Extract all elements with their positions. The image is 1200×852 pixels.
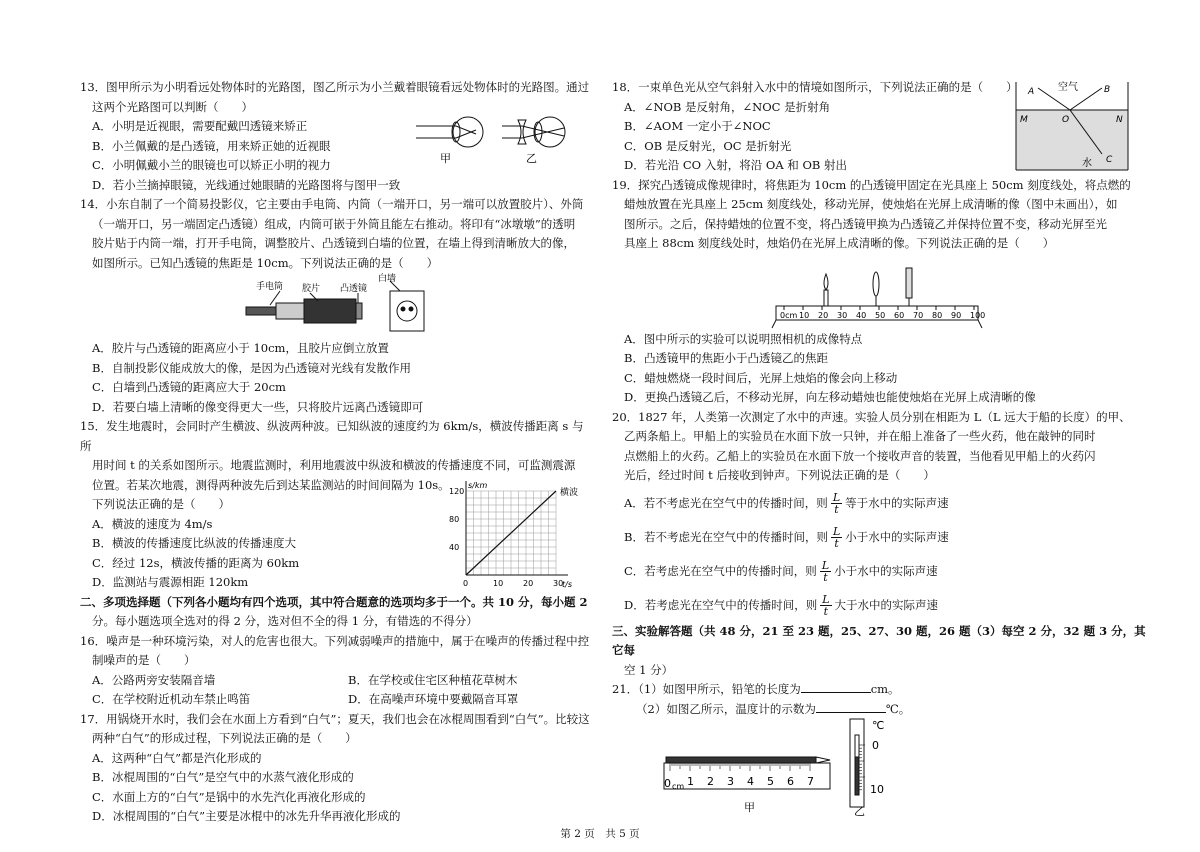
question-15 <box>80 417 592 593</box>
q13-fig-label-a: 甲 <box>440 152 451 165</box>
question-17 <box>80 710 592 827</box>
q20-option-d-post: 大于水中的实际声速 <box>834 597 939 612</box>
chart-y-tick-label: 120 <box>449 487 465 496</box>
question-13 <box>80 78 592 195</box>
q20-option-b <box>612 520 1150 554</box>
chart-y-axis-label: s/km <box>468 481 488 490</box>
ruler-number: 4 <box>747 775 754 788</box>
q13-option-b: B．小兰佩戴的是凸透镜，用来矫正她的近视眼 <box>92 138 331 153</box>
q21-part1-text: 21．（1）如图甲所示，铅笔的长度为 <box>612 682 801 696</box>
q15-wave-chart <box>442 479 590 595</box>
question-14 <box>80 195 592 417</box>
q21-thermo-unit: ℃ <box>872 719 885 732</box>
chart-x-tick-label: 0 <box>463 579 469 588</box>
q13-eye-diagram <box>414 108 590 164</box>
q15-stem-line4: 下列说法正确的是（ ） <box>92 497 230 511</box>
chart-x-axis-label: t/s <box>562 580 572 589</box>
q20-option-b-post: 小于水中的实际声速 <box>845 529 949 544</box>
q13-option-c: C．小明佩戴小兰的眼镜也可以矫正小明的视力 <box>92 158 331 172</box>
question-18 <box>612 78 1150 176</box>
question-19 <box>612 176 1150 408</box>
q19-stem-line4: 具座上 88cm 刻度线处时，烛焰仍在光屏上成清晰的像。下列说法正确的是（ ） <box>624 236 1055 250</box>
q20-option-a <box>612 486 1150 520</box>
section-3-header-line2: 空 1 分） <box>624 662 674 677</box>
q18-label-c: C <box>1106 155 1113 165</box>
q14-option-d: D．若要白墙上清晰的像变得更大一些，只将胶片远离凸透镜即可 <box>92 399 424 414</box>
q21-part2 <box>612 700 1150 720</box>
q18-option-d: D．若光沿 CO 入射，将沿 OA 和 OB 射出 <box>624 158 847 172</box>
fraction-l-over-t <box>831 492 842 515</box>
section-2-header-line1: 二、多项选择题（下列各小题均有四个选项，其中符合题意的选项均多于一个。共 10 分，每小题 2 <box>80 594 588 609</box>
fraction-denominator: t <box>823 605 829 618</box>
ruler-number: 2 <box>707 775 714 788</box>
fraction-denominator: t <box>823 571 828 584</box>
q19-optical-bench <box>772 254 986 330</box>
q20-option-d <box>612 588 1150 622</box>
question-20 <box>612 408 1150 622</box>
q16-option-d: D．在高噪声环境中要戴隔音耳罩 <box>348 692 519 706</box>
chart-series-label: 横波 <box>560 488 579 498</box>
q20-option-c-post: 小于水中的实际声速 <box>834 563 938 578</box>
q15-stem-line1: 15．发生地震时，会同时产生横波、纵波两种波。已知纵波的速度约为 6km/s，横波传播距离 s 与所 <box>80 419 584 453</box>
q15-option-a: A．横波的速度为 4m/s <box>92 516 213 531</box>
q20-option-a-post: 等于水中的实际声速 <box>845 495 949 510</box>
q18-stem: 18．一束单色光从空气斜射入水中的情境如图所示，下列说法正确的是（ ） <box>612 80 1018 94</box>
q18-label-water: 水 <box>1082 158 1092 169</box>
section-2-header-line2: 分。每小题选项全选对的得 2 分，选对但不全的得 1 分，有错选的不得分） <box>92 614 478 628</box>
q16-stem-line2: 制噪声的是（ ） <box>92 653 196 667</box>
fraction-numerator: L <box>822 593 830 606</box>
q21-blank-1[interactable] <box>801 692 871 693</box>
q19-option-a: A．图中所示的实验可以说明照相机的成像特点 <box>624 331 863 346</box>
q14-label-lens: 凸透镜 <box>340 284 368 294</box>
ruler-number: 6 <box>787 775 794 788</box>
q13-fig-label-b: 乙 <box>526 152 537 165</box>
q15-option-b: B．横波的传播速度比纵波的传播速度大 <box>92 536 296 550</box>
q17-option-b: B．冰棍周围的“白气”是空气中的水蒸气液化形成的 <box>92 770 354 784</box>
q16-stem-line1: 16．噪声是一种环境污染，对人的危害也很大。下列减弱噪声的措施中，属于在噪声的传播过程中控 <box>80 633 590 648</box>
bench-scale-label: 0cm <box>780 310 798 320</box>
q18-option-c: C．OB 是反射光，OC 是折射光 <box>624 138 792 153</box>
q14-option-c: C．白墙到凸透镜的距离应大于 20cm <box>92 380 286 394</box>
q18-label-b: B <box>1104 85 1111 95</box>
bench-scale-label: 10 <box>799 310 810 320</box>
q21-thermo-label-10: 10 <box>870 783 884 796</box>
q21-part1-unit: cm。 <box>870 682 900 696</box>
q14-stem-line3: 胶片贴于内筒一端，打开手电筒，调整胶片、凸透镜到白墙的位置，在墙上得到清晰放大的像， <box>92 236 575 250</box>
q15-option-c: C．经过 12s，横波传播的距离为 60km <box>92 555 300 570</box>
left-column <box>80 78 592 827</box>
q17-option-c: C．水面上方的“白气”是锅中的水先汽化再液化形成的 <box>92 789 366 804</box>
q20-option-c <box>612 554 1150 588</box>
q13-option-a: A．小明是近视眼，需要配戴凹透镜来矫正 <box>92 119 308 133</box>
q18-label-m: M <box>1020 115 1028 125</box>
q15-option-d: D．监测站与震源相距 120km <box>92 575 249 589</box>
fraction-l-over-t <box>820 594 831 617</box>
q14-label-film: 胶片 <box>302 284 321 294</box>
q20-option-a-pre: A．若不考虑光在空气中的传播时间，则 <box>624 495 828 510</box>
q17-stem-line1: 17．用锅烧开水时，我们会在水面上方看到“白气”；夏天，我们也会在冰棍周围看到“白气”。比较这 <box>80 711 590 726</box>
ruler-number: 1 <box>687 775 694 788</box>
chart-x-tick-label: 30 <box>553 579 564 588</box>
q18-label-air: 空气 <box>1058 82 1078 93</box>
question-21 <box>612 680 1150 818</box>
fraction-numerator: L <box>832 525 841 538</box>
q20-stem-line3: 点燃船上的火药。乙船上的实验员在水面下放一个接收声音的装置，当他看见甲船上的火药闪 <box>624 448 1096 463</box>
q21-ruler-unit: cm <box>672 782 685 791</box>
q21-fig-label-a: 甲 <box>744 801 755 814</box>
q21-ruler-zero: 0 <box>664 777 671 790</box>
q16-option-a: A．公路两旁安装隔音墙 <box>92 672 216 687</box>
fraction-numerator: L <box>821 559 830 572</box>
q19-option-b: B．凸透镜甲的焦距小于凸透镜乙的焦距 <box>624 351 828 365</box>
question-16 <box>80 632 592 710</box>
bench-scale-label: 90 <box>951 310 962 320</box>
q13-stem-line2: 这两个光路图可以判断（ ） <box>92 99 253 114</box>
q20-stem-line4: 光后，经过时间 t 后接收到钟声。下列说法正确的是（ ） <box>624 468 935 482</box>
page-footer: 第 2 页 共 5 页 <box>560 828 640 840</box>
q14-stem-line2: （一端开口，另一端固定凸透镜）组成，内筒可嵌于外筒且能左右推动。将印有“冰墩墩”的透明 <box>92 216 576 231</box>
q13-stem-line1: 13．图甲所示为小明看远处物体时的光路图，图乙所示为小兰戴着眼镜看远处物体时的光路图。通过 <box>80 80 590 94</box>
chart-y-tick-label: 80 <box>449 515 460 524</box>
q14-label-flashlight: 手电筒 <box>256 282 284 292</box>
q17-option-a: A．这两种“白气”都是汽化形成的 <box>92 750 262 765</box>
q14-stem-line4: 如图所示。已知凸透镜的焦距是 10cm。下列说法正确的是（ ） <box>92 255 439 270</box>
q14-option-a: A．胶片与凸透镜的距离应小于 10cm，且胶片应倒立放置 <box>92 341 389 355</box>
q21-part2-unit: ℃。 <box>885 701 911 716</box>
q19-option-d: D．更换凸透镜乙后，不移动光屏，向左移动蜡烛也能使烛焰在光屏上成清晰的像 <box>624 390 1036 404</box>
q18-option-b: B．∠AOM 一定小于∠NOC <box>624 119 771 133</box>
fraction-denominator: t <box>834 537 839 550</box>
bench-scale-label: 40 <box>856 310 867 320</box>
fraction-l-over-t <box>820 560 831 583</box>
q14-option-b: B．自制投影仪能成放大的像，是因为凸透镜对光线有发散作用 <box>92 360 411 375</box>
q16-option-c: C．在学校附近机动车禁止鸣笛 <box>92 692 251 706</box>
q20-option-d-pre: D．若考虑光在空气中的传播时间，则 <box>624 597 818 612</box>
ruler-number: 3 <box>727 775 734 788</box>
bench-scale-label: 80 <box>932 310 943 320</box>
right-column <box>612 78 1150 818</box>
q16-option-b: B．在学校或住宅区种植花草树木 <box>348 672 518 687</box>
q21-ruler-thermometer-figure <box>660 715 930 818</box>
bench-scale-label: 100 <box>970 310 986 320</box>
bench-scale-label: 30 <box>837 310 848 320</box>
q19-stem-line1: 19．探究凸透镜成像规律时，将焦距为 10cm 的凸透镜甲固定在光具座上 50cm 刻度线处，将点燃的 <box>612 177 1131 192</box>
bench-scale-label: 50 <box>875 310 886 320</box>
fraction-l-over-t <box>831 526 842 549</box>
q14-label-wall: 白墙 <box>378 274 397 284</box>
chart-x-tick-label: 20 <box>523 579 534 588</box>
bench-scale-label: 20 <box>818 310 829 320</box>
q17-stem-line2: 两种“白气”的形成过程，下列说法正确的是（ ） <box>92 731 357 745</box>
ruler-number: 5 <box>767 775 774 788</box>
bench-scale-label: 60 <box>894 310 905 320</box>
fraction-denominator: t <box>834 503 839 516</box>
q21-part1 <box>612 680 1150 700</box>
q20-stem-line2: 乙两条船上。甲船上的实验员在水面下放一只钟，并在船上准备了一些火药，他在敲钟的同时 <box>624 429 1096 443</box>
q18-refraction-diagram <box>1012 80 1134 174</box>
bench-scale-label: 70 <box>913 310 924 320</box>
q18-option-a: A．∠NOB 是反射角，∠NOC 是折射角 <box>624 99 831 114</box>
q17-option-d: D．冰棍周围的“白气”主要是冰棍中的冰先升华再液化形成的 <box>92 809 401 823</box>
q19-option-c: C．蜡烛燃烧一段时间后，光屏上烛焰的像会向上移动 <box>624 370 898 385</box>
q15-stem-line3: 位置。若某次地震，测得两种波先后到达某监测站的时间间隔为 10s。 <box>92 477 450 492</box>
section-3-header-line1: 三、实验解答题（共 48 分，21 至 23 题，25、27、30 题，26 题（3）每空 2 分，32 题 3 分，其它每 <box>612 623 1146 657</box>
chart-y-tick-label: 40 <box>449 543 460 552</box>
q13-option-d: D．若小兰摘掉眼镜，光线通过她眼睛的光路图将与图甲一致 <box>92 177 401 192</box>
q20-stem-line1: 20．1827 年，人类第一次测定了水中的声速。实验人员分别在相距为 L（L 远大于船的长度）的甲、 <box>612 409 1131 424</box>
q20-option-c-pre: C．若考虑光在空气中的传播时间，则 <box>624 563 817 578</box>
q21-thermo-label-0: 0 <box>872 739 879 752</box>
q18-label-a: A <box>1028 87 1035 97</box>
q15-stem-line2: 用时间 t 的关系如图所示。地震监测时，利用地震波中纵波和横波的传播速度不同，可监测震源 <box>92 458 576 472</box>
ruler-number: 7 <box>807 775 814 788</box>
q19-stem-line2: 蜡烛放置在光具座上 25cm 刻度线处，移动光屏，使烛焰在光屏上成清晰的像（图中未画出），如 <box>624 197 1118 211</box>
q19-stem-line3: 图所示。之后，保持蜡烛的位置不变，将凸透镜甲换为凸透镜乙并保持位置不变，移动光屏至光 <box>624 216 1107 231</box>
q21-blank-2[interactable] <box>816 712 886 713</box>
q18-label-n: N <box>1116 115 1123 125</box>
q20-option-b-pre: B．若不考虑光在空气中的传播时间，则 <box>624 529 828 544</box>
q18-label-o: O <box>1062 115 1070 125</box>
fraction-numerator: L <box>832 491 841 504</box>
q14-stem-line1: 14．小东自制了一个简易投影仪，它主要由手电筒、内筒（一端开口，另一端可以放置胶片）、外筒 <box>80 197 584 211</box>
q14-projector-diagram <box>240 273 440 339</box>
q21-part2-text: （2）如图乙所示，温度计的示数为 <box>636 701 816 716</box>
chart-x-tick-label: 10 <box>493 579 504 588</box>
q21-fig-label-b: 乙 <box>854 805 865 818</box>
